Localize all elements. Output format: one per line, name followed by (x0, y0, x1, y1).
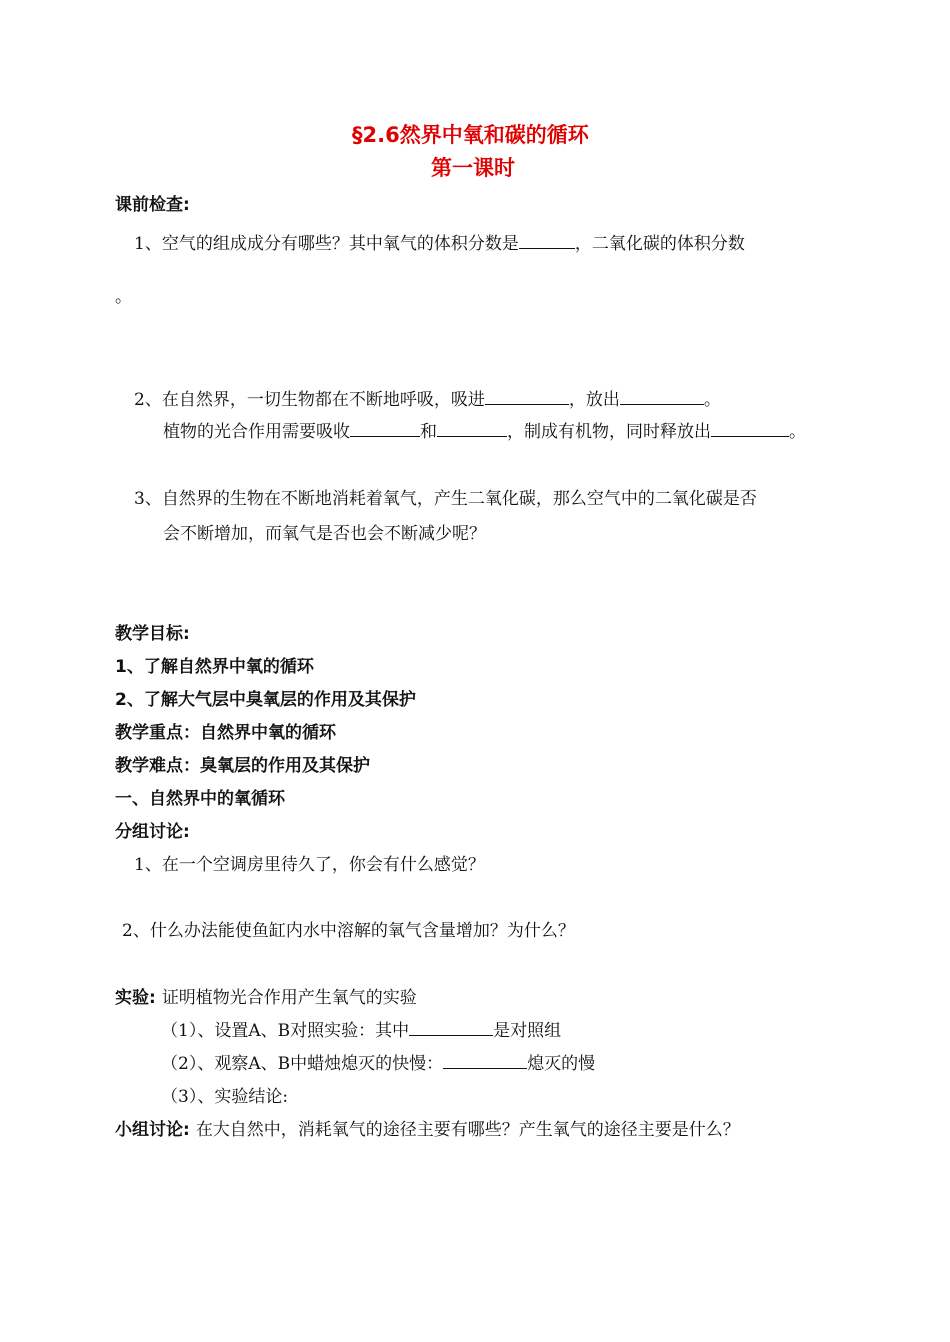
question-3-line-2: 会不断增加，而氧气是否也会不断减少呢？ (163, 524, 486, 544)
teaching-difficulty: 教学难点：臭氧层的作用及其保护 (115, 756, 370, 776)
experiment-step-1-text-2: 是对照组 (493, 1021, 562, 1041)
page-title: §2.6然界中氧和碳的循环 (352, 123, 589, 147)
objective-item-2: 2、了解大气层中臭氧层的作用及其保护 (115, 690, 416, 710)
discussion-heading: 分组讨论: (115, 822, 190, 842)
question-3: 3、自然界的生物在不断地消耗着氧气，产生二氧化碳，那么空气中的二氧化碳是否 (134, 489, 757, 509)
question-2-text-2: ，放出 (568, 390, 620, 410)
question-2 (134, 385, 721, 410)
answer-blank-6 (711, 419, 789, 437)
experiment-text: 证明植物光合作用产生氧气的实验 (161, 988, 417, 1008)
experiment-line (115, 983, 417, 1008)
question-1-text: 1、空气的组成成分有哪些？其中氧气的体积分数是 (134, 234, 519, 254)
question-1 (134, 229, 745, 254)
question-2-text-7: 。 (789, 422, 806, 442)
experiment-step-1 (161, 1016, 561, 1041)
question-2-text-5: 和 (420, 422, 437, 442)
question-2-text-6: ，制成有机物，同时释放出 (507, 422, 711, 442)
group-discussion-line (115, 1115, 740, 1140)
answer-blank-7 (409, 1018, 493, 1036)
group-discussion-text: 在大自然中，消耗氧气的途径主要有哪些？产生氧气的途径主要是什么？ (195, 1120, 740, 1140)
experiment-step-3: （3）、实验结论: (161, 1087, 289, 1107)
experiment-step-2-text-2: 熄灭的慢 (527, 1054, 596, 1074)
question-2-line-2 (163, 417, 806, 442)
answer-blank-8 (443, 1051, 527, 1069)
discussion-question-1: 1、在一个空调房里待久了，你会有什么感觉？ (134, 855, 485, 875)
question-2-text: 2、在自然界，一切生物都在不断地呼吸，吸进 (134, 390, 485, 410)
answer-blank-1 (519, 231, 575, 249)
answer-blank-3 (620, 387, 704, 405)
teaching-key-point: 教学重点：自然界中氧的循环 (115, 723, 336, 743)
answer-blank-5 (437, 419, 507, 437)
experiment-label: 实验: (115, 988, 156, 1008)
discussion-question-2: 2、什么办法能使鱼缸内水中溶解的氧气含量增加？为什么？ (122, 921, 575, 941)
question-2-text-3: 。 (703, 390, 721, 410)
question-2-text-4: 植物的光合作用需要吸收 (163, 422, 350, 442)
experiment-step-1-text: （1）、设置A、B对照实验：其中 (161, 1021, 410, 1041)
page-subtitle: 第一课时 (431, 156, 515, 180)
experiment-step-2 (161, 1049, 595, 1074)
answer-blank-4 (350, 419, 420, 437)
pre-check-heading: 课前检查: (115, 195, 190, 215)
objective-item-1: 1、了解自然界中氧的循环 (115, 657, 314, 677)
group-discussion-label: 小组讨论: (115, 1120, 190, 1140)
experiment-step-2-text: （2）、观察A、B中蜡烛熄灭的快慢： (161, 1054, 444, 1074)
objectives-heading: 教学目标: (115, 624, 190, 644)
question-1-text-2: ，二氧化碳的体积分数 (574, 234, 745, 254)
answer-blank-2 (485, 387, 569, 405)
question-1-end: 。 (115, 287, 132, 307)
section-1-heading: 一、自然界中的氧循环 (115, 789, 285, 809)
